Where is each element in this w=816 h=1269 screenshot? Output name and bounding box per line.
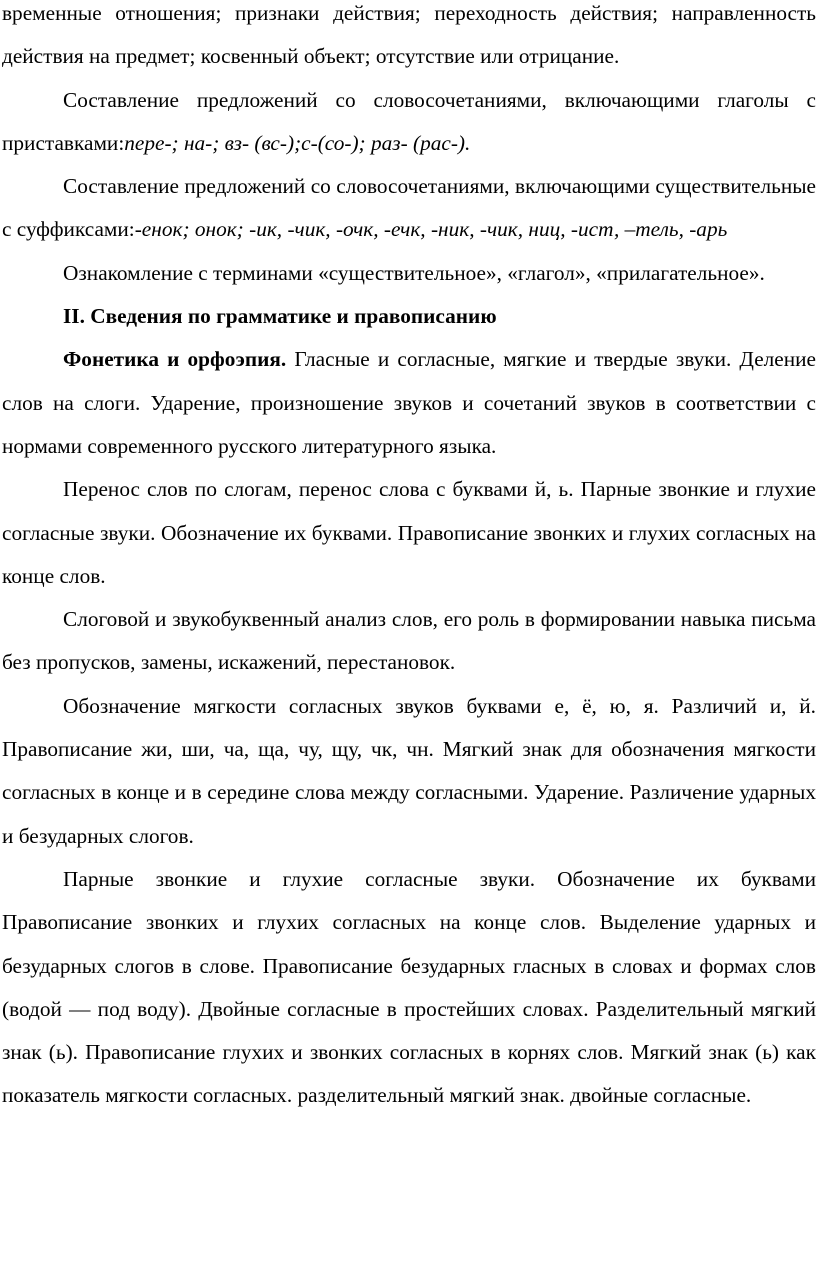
section-heading: II. Сведения по грамматике и правописанию bbox=[63, 304, 497, 329]
paragraph-5 bbox=[2, 338, 816, 468]
paragraph-1: временные отношения; признаки действия; переходность действия; направленность действия на предмет; косвенный объект; отсутствие или отрицание. bbox=[2, 1, 816, 69]
paragraph-3 bbox=[2, 165, 816, 252]
paragraph-2-prefixes: пере-; на-; вз- (вс-);с-(со-); раз- (рас-). bbox=[124, 130, 471, 155]
paragraph-7: Слоговой и звукобуквенный анализ слов, его роль в формировании навыка письма без пропусков, замены, искажений, перестановок. bbox=[2, 607, 816, 675]
paragraph-9: Парные звонкие и глухие согласные звуки. Обозначение их буквами Правописание звонких и глухих согласных на конце слов. Выделение ударных и безударных слогов в слове. Правописание безударных гласных в словах и формах слов (водой — под воду). Двойные согласные в простейших словах. Разделительный мягкий знак (ь). Правописание глухих и звонких согласных в корнях слов. Мягкий знак (ь) как показатель мягкости согласных. разделительный мягкий знак. двойные согласные. bbox=[2, 866, 816, 1108]
paragraph-3-text: Составление предложений со словосочетаниями, включающими существительные с суффиксами: bbox=[2, 174, 816, 242]
paragraph-2-text: Составление предложений со словосочетаниями, включающими глаголы с приставками: bbox=[2, 87, 816, 155]
paragraph-5-bold-lead: Фонетика и орфоэпия. bbox=[63, 347, 287, 372]
paragraph-8: Обозначение мягкости согласных звуков буквами е, ё, ю, я. Различий и, й. Правописание жи, ши, ча, ща, чу, щу, чк, чн. Мягкий знак для обозначения мягкости согласных в конце и в середине слова между согласными. Ударение. Различение ударных и безударных слогов. bbox=[2, 693, 816, 848]
paragraph-4: Ознакомление с терминами «существительное», «глагол», «прилагательное». bbox=[63, 260, 765, 285]
paragraph-5-text: Гласные и согласные, мягкие и твердые звуки. Деление слов на слоги. Ударение, произношение звуков и сочетаний звуков в соответствии с нормами современного русского литературного языка. bbox=[2, 347, 816, 458]
paragraph-3-suffixes: -енок; онок; -ик, -чик, -очк, -ечк, -ник, -чик, ниц, -ист, –тель, -арь bbox=[134, 217, 728, 242]
paragraph-6: Перенос слов по слогам, перенос слова с буквами й, ь. Парные звонкие и глухие согласные звуки. Обозначение их буквами. Правописание звонких и глухих согласных на конце слов. bbox=[2, 477, 816, 588]
paragraph-2 bbox=[2, 79, 816, 166]
